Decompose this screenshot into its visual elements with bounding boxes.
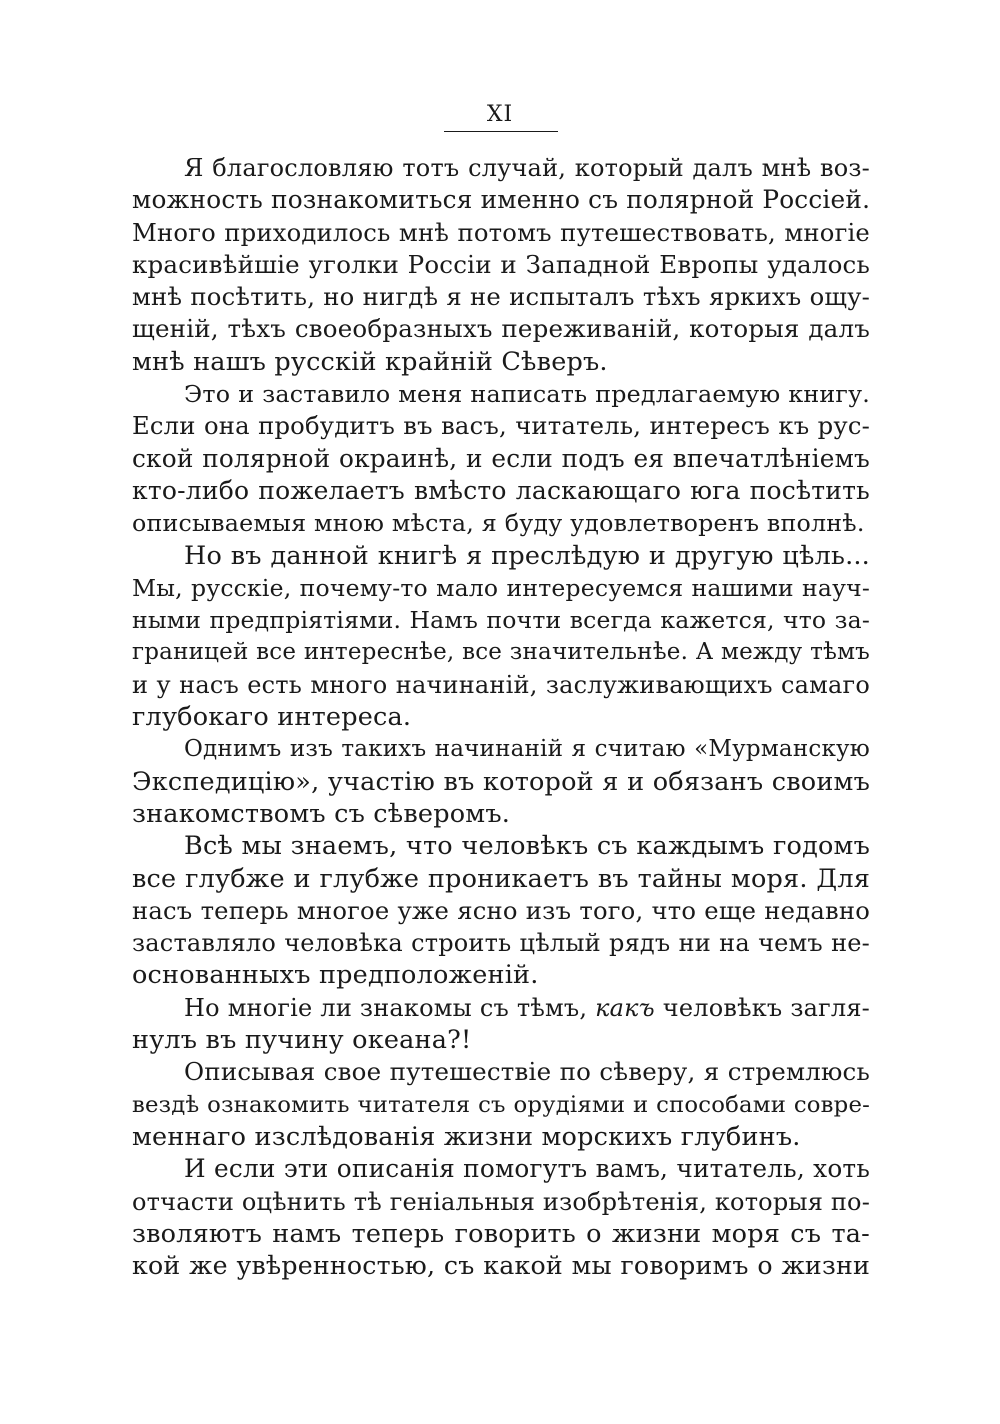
- text-line: мнѣ посѣтить, но нигдѣ я не испыталъ тѣхъ яркихъ ощу-: [132, 282, 870, 312]
- text-line: зволяютъ намъ теперь говорить о жизни моря съ та-: [132, 1218, 870, 1249]
- text-line: ными предпріятіями. Намъ почти всегда кажется, что за-: [132, 606, 870, 635]
- text-line: Я благословляю тотъ случай, который далъ мнѣ воз-: [184, 154, 870, 182]
- text-line: отчасти оцѣнить тѣ геніальныя изобрѣтенія, которыя по-: [132, 1187, 871, 1216]
- text-line: щеній, тѣхъ своеобразныхъ переживаній, которыя далъ: [132, 314, 870, 344]
- text-line: кто-либо пожелаетъ вмѣсто ласкающаго юга посѣтить: [132, 475, 870, 505]
- text-line: можность познакомиться именно съ полярной Россіей.: [132, 185, 871, 215]
- text-line: и у насъ есть много начинаній, заслуживающихъ самаго: [132, 670, 870, 699]
- text-line: Много приходилось мнѣ потомъ путешествовать, многіе: [132, 217, 870, 247]
- text-line: Однимъ изъ такихъ начинаній я считаю «Мурманскую: [184, 736, 870, 763]
- text-line: насъ теперь многое уже ясно изъ того, что еще недавно: [132, 895, 870, 925]
- text-line: ской полярной окраинѣ, и если подъ ея впечатлѣніемъ: [132, 443, 870, 473]
- text-line: И если эти описанія помогутъ вамъ, читатель, хоть: [184, 1154, 870, 1184]
- text-line: описываемыя мною мѣста, я буду удовлетворенъ вполнѣ.: [132, 509, 865, 538]
- text-line: границей все интереснѣе, все значительнѣе. А между тѣмъ: [132, 639, 870, 666]
- text-line: Мы, русскіе, почему-то мало интересуемся нашими науч-: [132, 573, 870, 602]
- text-line: Но въ данной книгѣ я преслѣдую и другую цѣль...: [184, 540, 870, 571]
- header-rule: [444, 131, 558, 132]
- text-line: Экспедицію», участію въ которой я и обязанъ своимъ: [132, 766, 870, 797]
- text-line: вездѣ ознакомить читателя съ орудіями и способами совре-: [132, 1091, 870, 1118]
- text-line: красивѣйшіе уголки Россіи и Западной Европы удалось: [132, 249, 870, 279]
- text-line: меннаго изслѣдованія жизни морскихъ глубинъ.: [132, 1121, 801, 1152]
- body-text: [132, 152, 870, 1282]
- text-line: Всѣ мы знаемъ, что человѣкъ съ каждымъ годомъ: [184, 831, 870, 862]
- text-line: Если она пробудитъ въ васъ, читатель, интересъ къ рус-: [132, 411, 870, 441]
- text-line: глубокаго интереса.: [132, 702, 412, 733]
- text-line: Это и заставило меня написать предлагаемую книгу.: [184, 380, 870, 409]
- text-line: знакомствомъ съ сѣверомъ.: [132, 798, 511, 829]
- text-line: нулъ въ пучину океана?!: [132, 1025, 472, 1056]
- text-line: Но многіе ли знакомы съ тѣмъ, какъ человѣкъ загля-: [184, 993, 870, 1022]
- text-line: мнѣ нашъ русскій крайній Сѣверъ.: [132, 346, 608, 377]
- text-line: кой же увѣренностью, съ какой мы говоримъ о жизни: [132, 1251, 870, 1281]
- text-line: основанныхъ предположеній.: [132, 960, 539, 991]
- page-number: XI: [486, 102, 514, 127]
- text-line: все глубже и глубже проникаетъ въ тайны моря. Для: [132, 863, 870, 894]
- text-line: Описывая свое путешествіе по сѣверу, я стремлюсь: [184, 1057, 870, 1087]
- text-line: заставляло человѣка строить цѣлый рядъ ни на чемъ не-: [132, 929, 870, 958]
